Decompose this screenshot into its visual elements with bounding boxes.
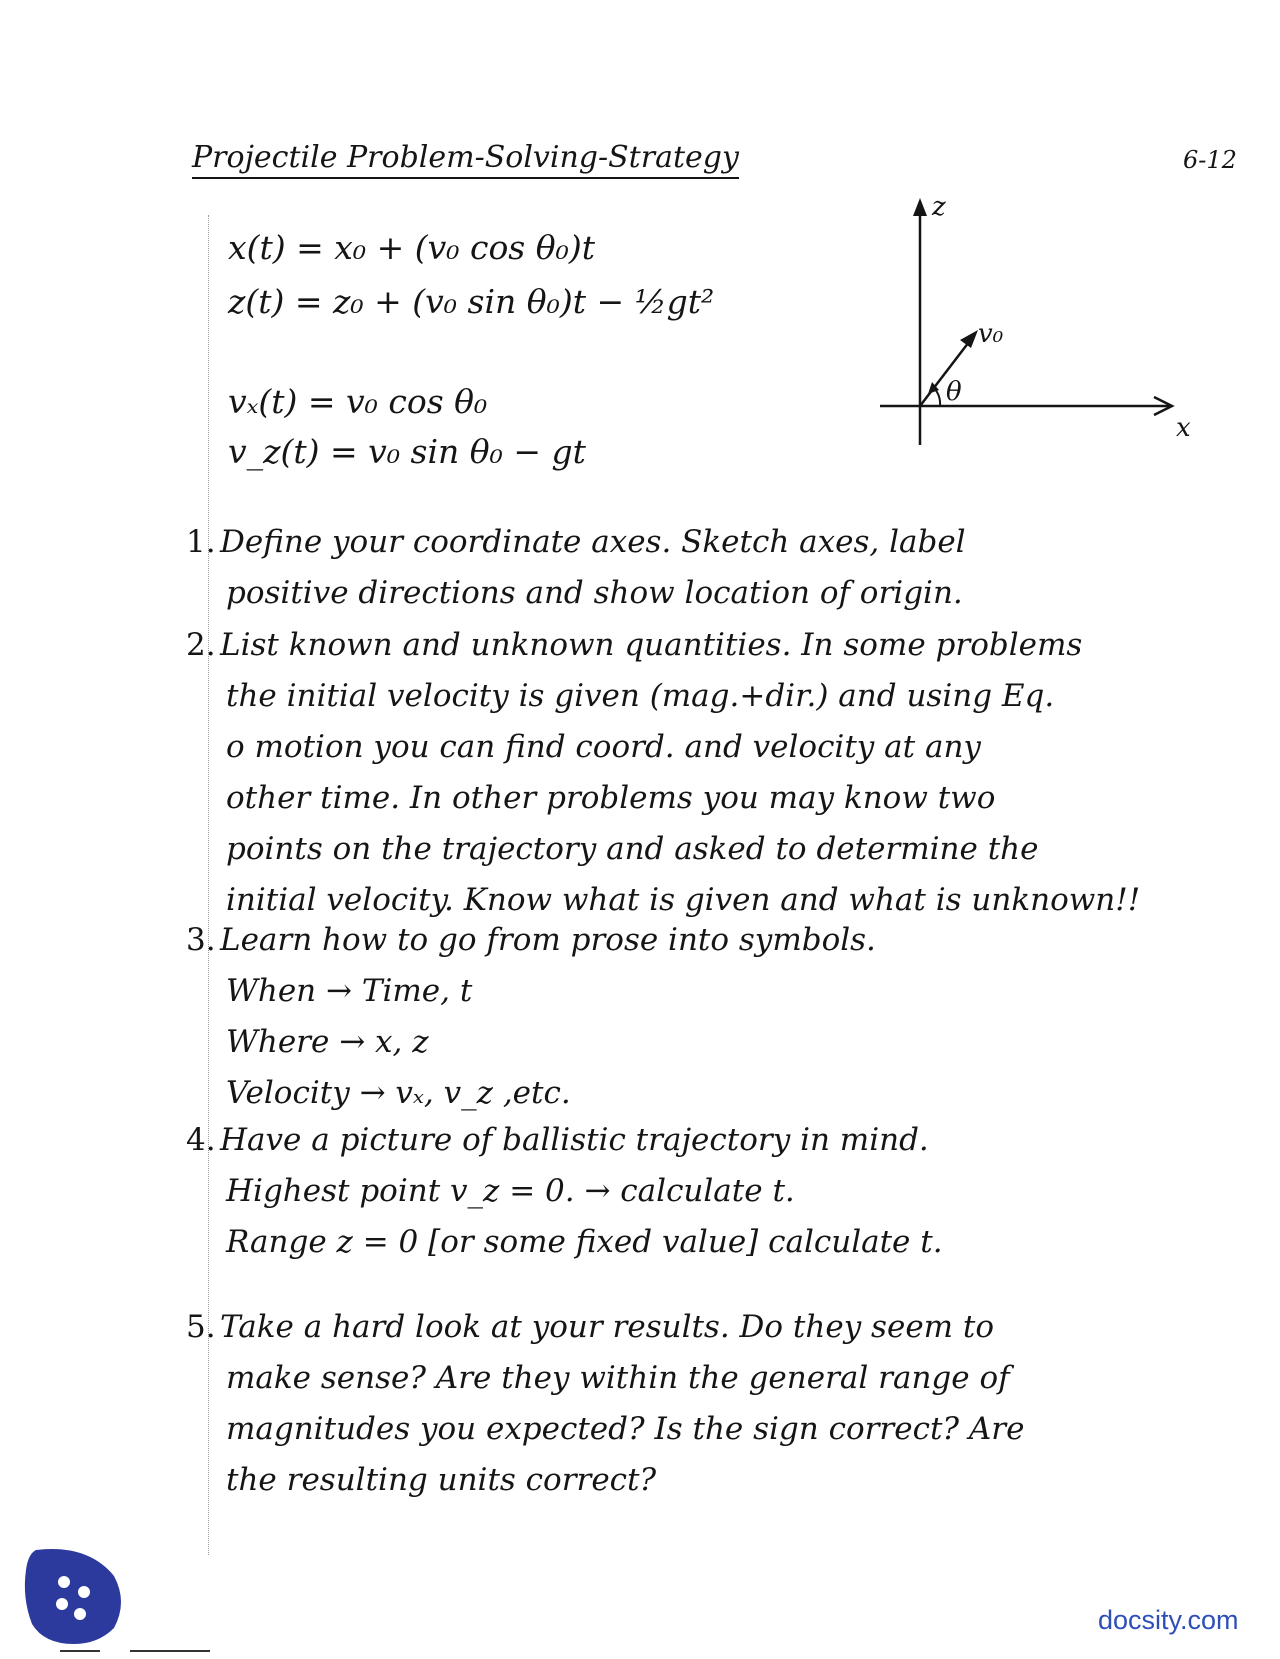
step-line: other time. In other problems you may know two [226, 780, 996, 816]
axes-diagram [880, 190, 1200, 450]
step-line: Take a hard look at your results. Do they seem to [220, 1309, 995, 1345]
equation-vz: v_z(t) = v₀ sin θ₀ − gt [228, 432, 586, 471]
step-line: Define your coordinate axes. Sketch axes, label [220, 524, 966, 560]
docsity-logo-icon [18, 1540, 130, 1652]
equation-z-position: z(t) = z₀ + (v₀ sin θ₀)t − ½gt² [228, 282, 715, 321]
v0-label: v₀ [978, 319, 1004, 349]
step-line: Velocity → vₓ, v_z ,etc. [226, 1075, 571, 1111]
step-number: 3. [186, 922, 216, 958]
step-line: List known and unknown quantities. In some problems [220, 627, 1083, 663]
step-line: Range z = 0 [or some fixed value] calculate t. [226, 1224, 943, 1260]
velocity-arrowhead [960, 330, 978, 348]
step-line: the initial velocity is given (mag.+dir.) and using Eq. [226, 678, 1055, 714]
bottom-rule [60, 1650, 100, 1652]
step-number: 1. [186, 524, 216, 560]
step-1 [186, 517, 966, 619]
page-title: Projectile Problem-Solving-Strategy [192, 140, 739, 179]
step-number: 4. [186, 1122, 216, 1158]
step-3 [186, 915, 876, 1119]
page-number: 6-12 [1183, 146, 1237, 174]
step-line: Learn how to go from prose into symbols. [220, 922, 876, 958]
step-line: the resulting units correct? [226, 1462, 657, 1498]
theta-label: θ [946, 377, 962, 407]
step-line: magnitudes you expected? Is the sign correct? Are [226, 1411, 1025, 1447]
step-line: initial velocity. Know what is given and what is unknown!! [226, 882, 1141, 918]
step-line: When → Time, t [226, 973, 473, 1009]
bottom-rule [130, 1650, 210, 1652]
z-axis-label: z [932, 192, 946, 222]
x-axis-label: x [1176, 413, 1191, 443]
step-line: points on the trajectory and asked to determine the [226, 831, 1039, 867]
step-5 [186, 1302, 1024, 1506]
step-4 [186, 1115, 943, 1268]
docsity-watermark[interactable]: docsity.com [1098, 1605, 1239, 1635]
equation-x-position: x(t) = x₀ + (v₀ cos θ₀)t [228, 228, 595, 267]
step-line: Highest point v_z = 0. → calculate t. [226, 1173, 795, 1209]
step-line: Where → x, z [226, 1024, 429, 1060]
step-number: 5. [186, 1309, 216, 1345]
step-line: Have a picture of ballistic trajectory in mind. [220, 1122, 929, 1158]
z-axis-arrowhead [913, 198, 927, 216]
step-line: o motion you can find coord. and velocity at any [226, 729, 981, 765]
step-line: make sense? Are they within the general range of [226, 1360, 1010, 1396]
equation-vx: vₓ(t) = v₀ cos θ₀ [228, 382, 488, 421]
step-line: positive directions and show location of origin. [226, 575, 963, 611]
step-number: 2. [186, 627, 216, 663]
step-2 [186, 620, 1140, 926]
